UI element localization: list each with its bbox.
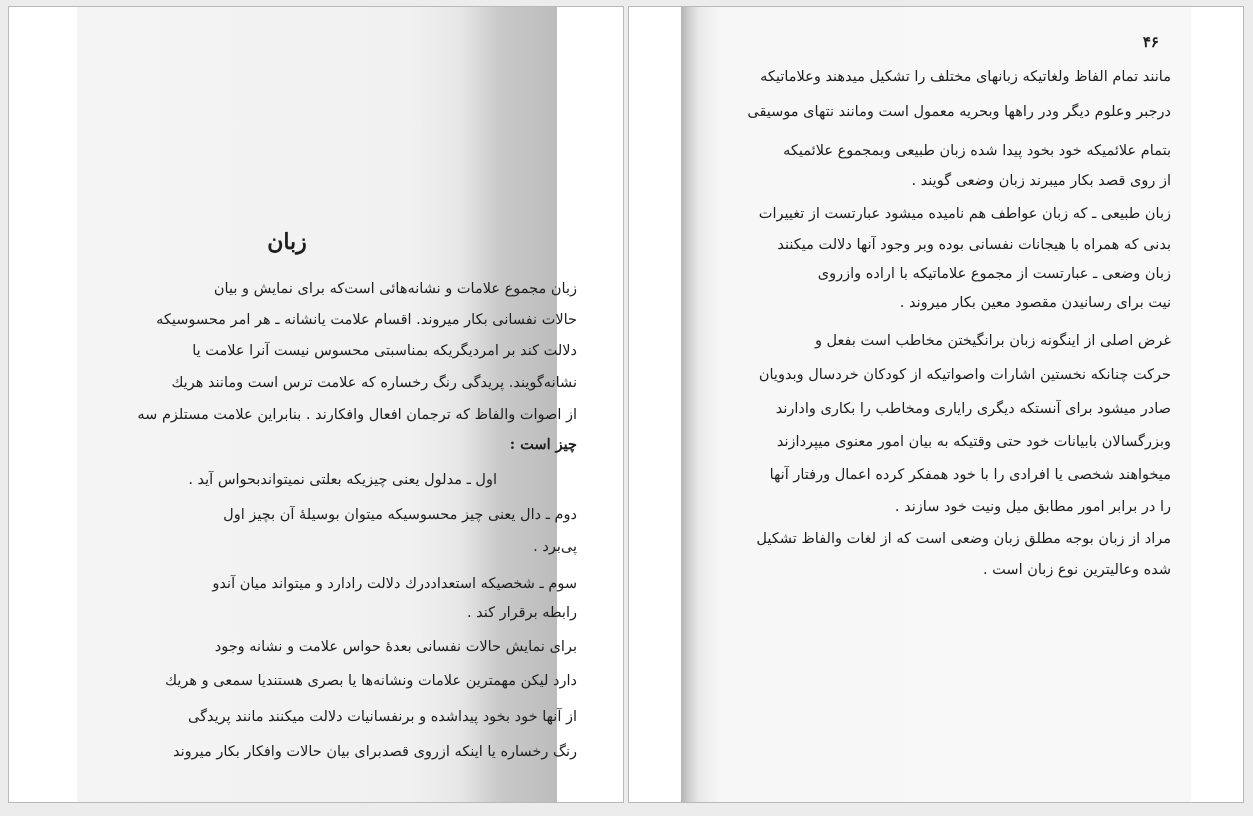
- text-line: شده وعالیترین نوع زبان است .: [982, 562, 1171, 578]
- text-line: نیت برای رسانیدن مقصود معین بکار میروند .: [899, 295, 1171, 311]
- text-line: دلالت کند بر امردیگریکه بمناسبتی محسوس نیست آنرا علامت یا: [192, 343, 577, 359]
- scanned-page-left: [77, 7, 577, 802]
- text-line: از روی قصد بکار میبرند زبان وضعی گویند .: [911, 173, 1171, 189]
- text-line: بدنی که همراه با هیجانات نفسانی بوده وبر وجود آنها دلالت میکنند: [777, 237, 1171, 253]
- text-line: مراد از زبان بوجه مطلق زبان وضعی است که از لغات والفاظ تشکیل: [756, 531, 1171, 547]
- page-panel-right: [628, 6, 1244, 803]
- text-line: سوم ـ شخصیکه استعداددرك دلالت رادارد و میتواند میان آندو: [212, 576, 577, 592]
- text-line: پی‌برد .: [533, 539, 577, 555]
- page-number: ۴۶: [1142, 33, 1159, 51]
- text-line: حرکت چنانکه نخستین اشارات واصواتیکه از کودکان خردسال وبدویان: [758, 367, 1171, 383]
- text-line: رنگ رخساره یا اینکه ازروی قصدبرای بیان حالات وافکار بکار میروند: [172, 744, 577, 760]
- text-line: از اصوات والفاظ که ترجمان افعال وافکارند . بنابراین علامت مستلزم سه: [137, 407, 577, 423]
- text-line: دارد لیکن مهمترین علامات ونشانه‌ها یا بصری هستندیا سمعی و هریك: [165, 673, 577, 689]
- text-line: را در برابر امور مطابق میل ونیت خود سازند .: [894, 499, 1171, 515]
- page-title: زبان: [267, 229, 307, 255]
- text-line: زبان طبیعی ـ که زبان عواطف هم نامیده میشود عبارتست از تغییرات: [758, 206, 1171, 222]
- text-line: بتمام علائمیکه خود بخود پیدا شده زبان طبیعی وبمجموع علائمیکه: [783, 143, 1171, 159]
- text-line: صادر میشود برای آنستکه دیگری رایاری ومخاطب را بکاری وادارند: [775, 401, 1171, 417]
- scanned-page-right: [681, 7, 1191, 802]
- text-line: چیز است :: [509, 436, 577, 453]
- text-line: نشانه‌گویند. پریدگی رنگ رخساره که علامت ترس است ومانند هریك: [171, 375, 577, 391]
- page-panel-left: [8, 6, 624, 803]
- gutter-shadow: [681, 337, 703, 737]
- text-line: وبزرگسالان بابیانات خود حتی وقتیکه به بیان امور معنوی میپردازند: [776, 434, 1171, 450]
- text-line: رابطه برقرار کند .: [466, 605, 577, 621]
- text-line: غرض اصلی از اینگونه زبان برانگیختن مخاطب است بفعل و: [814, 333, 1171, 349]
- text-line: میخواهند شخصی یا افرادی را با خود همفکر کرده اعمال ورفتار آنها: [769, 467, 1171, 483]
- text-line: زبان وضعی ـ عبارتست از مجموع علاماتیکه با اراده وازروی: [817, 266, 1171, 282]
- text-line: مانند تمام الفاظ ولغاتیکه زبانهای مختلف را تشکیل میدهند وعلاماتیکه: [760, 69, 1171, 85]
- text-line: اول ـ مدلول یعنی چیزیکه بعلتی نمیتواندبحواس آید .: [188, 472, 497, 488]
- text-line: زبان مجموع علامات و نشانه‌هائی است‌که برای نمایش و بیان: [213, 281, 577, 297]
- text-line: درجبر وعلوم دیگر ودر راهها وبحریه معمول است ومانند نتهای موسیقی: [747, 104, 1171, 120]
- text-line: حالات نفسانی بکار میروند. اقسام علامت یانشانه ـ هر امر محسوسیکه: [156, 312, 577, 328]
- text-line: دوم ـ دال یعنی چیز محسوسیکه میتوان بوسیلهٔ آن بچیز اول: [223, 507, 577, 523]
- text-line: برای نمایش حالات نفسانی بعدهٔ حواس علامت و نشانه وجود: [214, 639, 577, 655]
- text-line: از آنها خود بخود پیداشده و برنفسانیات دلالت میکنند مانند پریدگی: [188, 709, 577, 725]
